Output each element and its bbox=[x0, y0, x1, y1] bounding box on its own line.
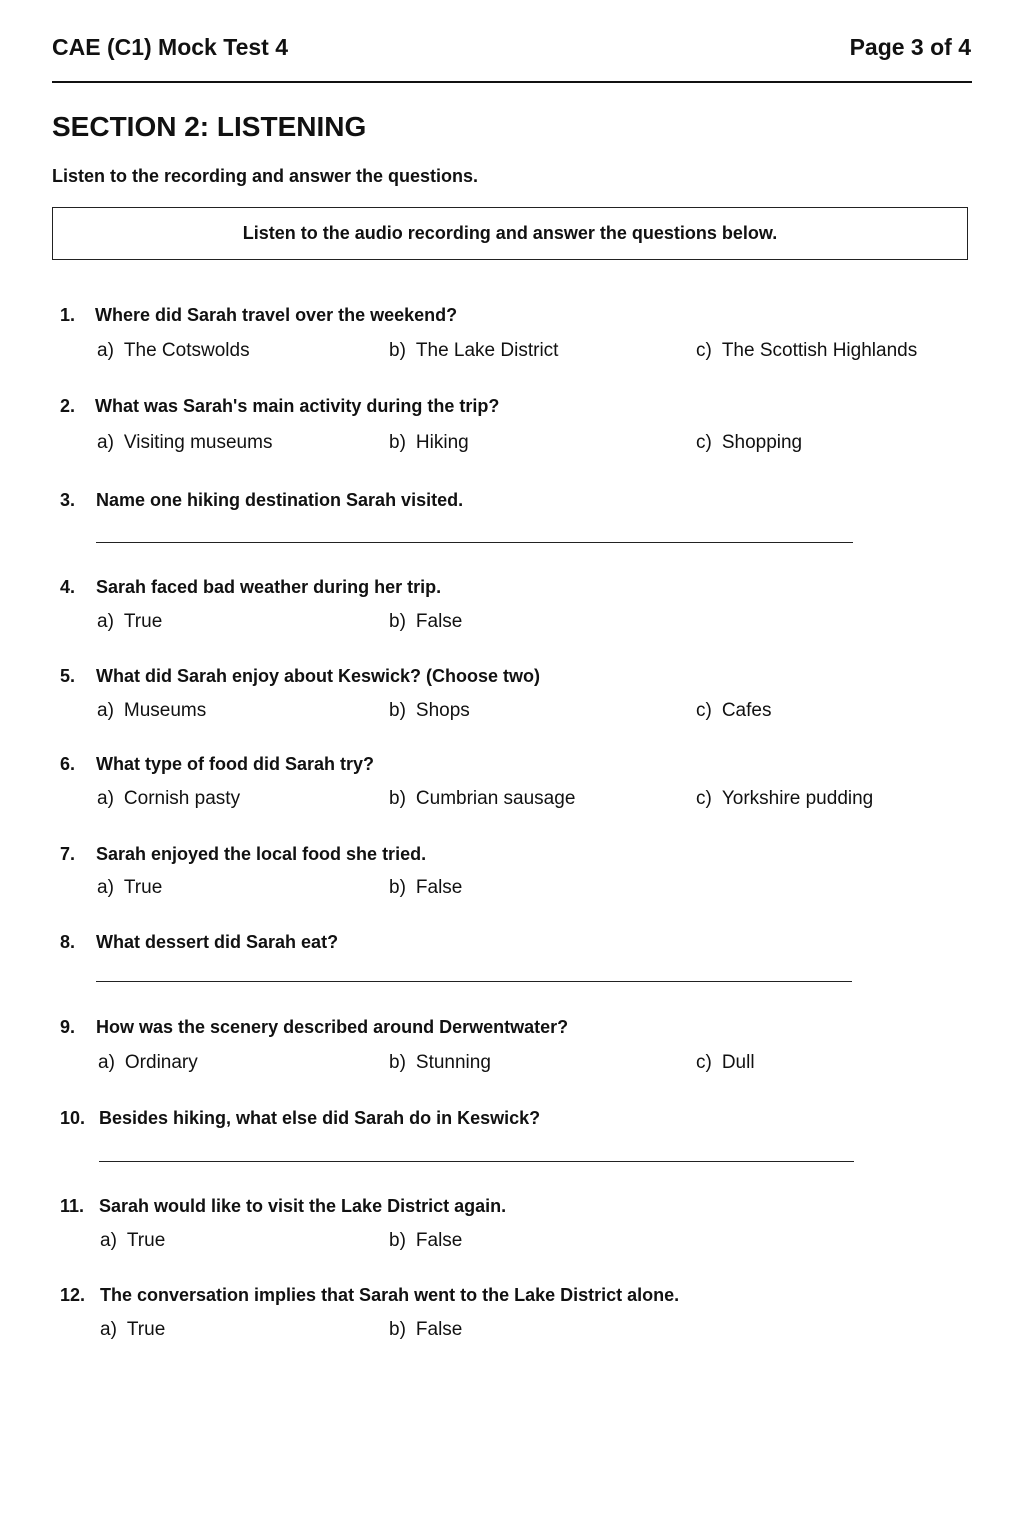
option-b[interactable] bbox=[389, 1319, 462, 1341]
header-divider bbox=[52, 81, 972, 83]
question-number: 8. bbox=[60, 932, 76, 952]
section-title: SECTION 2: LISTENING bbox=[52, 111, 367, 142]
option-text: Yorkshire pudding bbox=[721, 788, 874, 809]
question-text: What type of food did Sarah try? bbox=[96, 754, 374, 774]
option-c[interactable] bbox=[696, 1052, 755, 1074]
option-text: The Cotswolds bbox=[123, 340, 250, 361]
option-b[interactable] bbox=[389, 340, 558, 362]
option-text: The Scottish Highlands bbox=[721, 340, 918, 361]
question-number: 9. bbox=[60, 1017, 76, 1037]
answer-line[interactable] bbox=[96, 981, 852, 982]
option-letter: b) bbox=[389, 340, 406, 361]
option-a[interactable] bbox=[97, 788, 240, 810]
option-text: Cafes bbox=[721, 700, 772, 721]
option-letter: b) bbox=[389, 1319, 406, 1340]
question-number: 7. bbox=[60, 844, 76, 864]
section-subtitle: Listen to the recording and answer the questions. bbox=[52, 166, 479, 186]
question-text: Sarah faced bad weather during her trip. bbox=[96, 577, 442, 597]
option-text: Museums bbox=[123, 700, 207, 721]
option-letter: b) bbox=[389, 611, 406, 632]
option-c[interactable] bbox=[696, 340, 917, 362]
option-letter: b) bbox=[389, 1052, 406, 1073]
option-text: Hiking bbox=[415, 432, 469, 453]
answer-line[interactable] bbox=[99, 1161, 854, 1162]
option-a[interactable] bbox=[100, 1230, 165, 1252]
option-text: True bbox=[123, 877, 163, 898]
option-b[interactable] bbox=[389, 1052, 491, 1074]
question-number: 3. bbox=[60, 490, 76, 510]
option-text: False bbox=[415, 1230, 463, 1251]
question-number: 5. bbox=[60, 666, 76, 686]
question-text: How was the scenery described around Derwentwater? bbox=[96, 1017, 569, 1037]
option-letter: b) bbox=[389, 700, 406, 721]
option-a[interactable] bbox=[97, 611, 162, 633]
option-text: True bbox=[126, 1319, 166, 1340]
option-b[interactable] bbox=[389, 788, 575, 810]
question-number: 6. bbox=[60, 754, 76, 774]
option-letter: c) bbox=[696, 432, 712, 453]
option-letter: c) bbox=[696, 700, 712, 721]
option-b[interactable] bbox=[389, 1230, 462, 1252]
option-text: Ordinary bbox=[124, 1052, 198, 1073]
question-text: What did Sarah enjoy about Keswick? (Choose two) bbox=[96, 666, 541, 686]
option-text: Shopping bbox=[721, 432, 803, 453]
option-a[interactable] bbox=[97, 700, 206, 722]
test-title: CAE (C1) Mock Test 4 bbox=[52, 34, 289, 60]
option-letter: b) bbox=[389, 432, 406, 453]
option-text: Visiting museums bbox=[123, 432, 273, 453]
answer-line[interactable] bbox=[96, 542, 853, 543]
option-letter: b) bbox=[389, 1230, 406, 1251]
question-text: Where did Sarah travel over the weekend? bbox=[95, 305, 458, 325]
page-number: Page 3 of 4 bbox=[849, 34, 971, 60]
question-text: What dessert did Sarah eat? bbox=[96, 932, 339, 952]
option-letter: a) bbox=[97, 700, 114, 721]
option-text: Cumbrian sausage bbox=[415, 788, 576, 809]
option-a[interactable] bbox=[100, 1319, 165, 1341]
option-letter: a) bbox=[100, 1230, 117, 1251]
option-text: The Lake District bbox=[415, 340, 559, 361]
option-b[interactable] bbox=[389, 432, 469, 454]
question-text: Besides hiking, what else did Sarah do in Keswick? bbox=[99, 1108, 541, 1128]
option-text: Cornish pasty bbox=[123, 788, 241, 809]
option-text: False bbox=[415, 877, 463, 898]
option-text: False bbox=[415, 611, 463, 632]
question-text: Name one hiking destination Sarah visited. bbox=[96, 490, 464, 510]
question-number: 12. bbox=[60, 1285, 86, 1305]
option-text: Stunning bbox=[415, 1052, 491, 1073]
option-letter: b) bbox=[389, 788, 406, 809]
option-text: False bbox=[415, 1319, 463, 1340]
question-text: Sarah would like to visit the Lake District again. bbox=[99, 1196, 507, 1216]
option-b[interactable] bbox=[389, 700, 470, 722]
option-letter: a) bbox=[97, 340, 114, 361]
option-letter: c) bbox=[696, 788, 712, 809]
option-b[interactable] bbox=[389, 877, 462, 899]
option-text: True bbox=[123, 611, 163, 632]
question-text: Sarah enjoyed the local food she tried. bbox=[96, 844, 427, 864]
question-number: 4. bbox=[60, 577, 76, 597]
option-letter: a) bbox=[97, 432, 114, 453]
instruction-box bbox=[52, 207, 968, 260]
option-a[interactable] bbox=[98, 1052, 198, 1074]
option-b[interactable] bbox=[389, 611, 462, 633]
option-letter: c) bbox=[696, 1052, 712, 1073]
question-text: What was Sarah's main activity during the trip? bbox=[95, 396, 500, 416]
option-letter: a) bbox=[100, 1319, 117, 1340]
question-number: 10. bbox=[60, 1108, 86, 1128]
question-number: 2. bbox=[60, 396, 76, 416]
instruction-text: Listen to the audio recording and answer the questions below. bbox=[242, 223, 778, 243]
option-a[interactable] bbox=[97, 340, 250, 362]
option-text: Shops bbox=[415, 700, 470, 721]
option-letter: b) bbox=[389, 877, 406, 898]
option-c[interactable] bbox=[696, 700, 771, 722]
option-c[interactable] bbox=[696, 432, 802, 454]
option-text: Dull bbox=[721, 1052, 755, 1073]
question-text: The conversation implies that Sarah went to the Lake District alone. bbox=[100, 1285, 680, 1305]
option-text: True bbox=[126, 1230, 166, 1251]
option-c[interactable] bbox=[696, 788, 873, 810]
option-letter: a) bbox=[98, 1052, 115, 1073]
option-a[interactable] bbox=[97, 877, 162, 899]
option-letter: a) bbox=[97, 877, 114, 898]
option-letter: c) bbox=[696, 340, 712, 361]
question-number: 1. bbox=[60, 305, 76, 325]
option-a[interactable] bbox=[97, 432, 272, 454]
question-number: 11. bbox=[60, 1196, 85, 1216]
option-letter: a) bbox=[97, 611, 114, 632]
option-letter: a) bbox=[97, 788, 114, 809]
